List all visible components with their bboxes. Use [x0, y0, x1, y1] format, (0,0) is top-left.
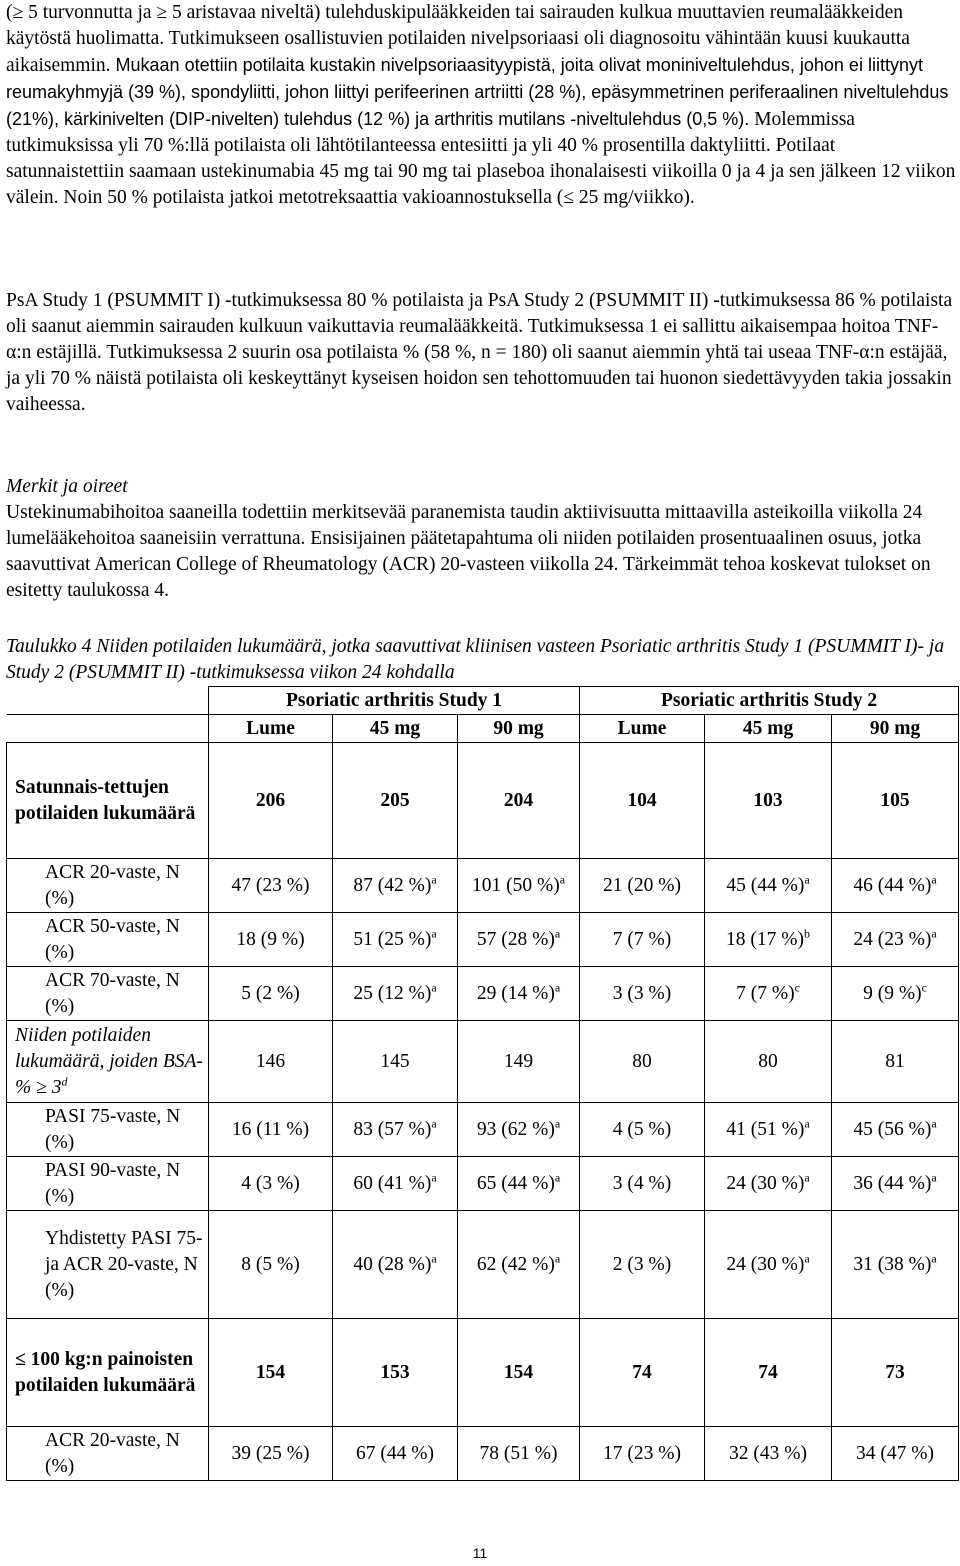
cell-value: 3 (4 %) [612, 1172, 672, 1194]
cell-value: 31 (38 %) [853, 1253, 932, 1275]
footnote-marker: a [804, 1170, 810, 1184]
value-cell [209, 1103, 333, 1157]
row-label [7, 1319, 209, 1427]
cell-value: 101 (50 %) [471, 874, 560, 896]
cell-value: 7 (7 %) [736, 982, 795, 1004]
value-cell [458, 1103, 580, 1157]
intro-text-b: Mukaan otettiin potilaita kustakin nivelpsoriaasityypistä, joita olivat moniniveltulehdus, johon ei liittynyt reumakyhmyjä (39 %), spondyliitti, johon liittyi perifeerinen artriitti (28 %), epäsymmetrinen periferaalinen niveltulehdus (21%), kärkinivelten (DIP-nivelten) tulehdus (12 %) ja arthritis mutilans -niveltulehdus (0,5 %). [6, 55, 949, 129]
value-cell [333, 1021, 458, 1103]
value-cell [333, 1157, 458, 1211]
cell-value: 9 (9 %) [863, 982, 922, 1004]
intro-paragraph [6, 0, 956, 211]
footnote-marker: a [431, 1170, 437, 1184]
value-cell [832, 1157, 959, 1211]
value-cell [580, 913, 705, 967]
cell-value: 4 (3 %) [241, 1172, 300, 1194]
dose-header: 45 mg [705, 715, 832, 743]
study-header-row [7, 687, 959, 715]
cell-value: 65 (44 %) [476, 1172, 555, 1194]
value-cell [832, 743, 959, 859]
footnote-marker: c [794, 980, 800, 994]
cell-value: 45 (56 %) [853, 1118, 932, 1140]
footnote-marker: a [554, 926, 561, 940]
row-label [7, 1427, 209, 1481]
cell-value: 81 [885, 1050, 905, 1072]
value-cell [458, 1427, 580, 1481]
footnote-marker: a [931, 1170, 937, 1184]
value-cell [580, 1211, 705, 1319]
value-cell [209, 967, 333, 1021]
value-cell [705, 1157, 832, 1211]
value-cell [333, 913, 458, 967]
dose-header: 90 mg [832, 715, 959, 743]
footnote-marker: a [804, 872, 810, 886]
value-cell [832, 1211, 959, 1319]
empty-header-cell [7, 687, 209, 715]
value-cell [333, 743, 458, 859]
cell-value: 154 [503, 1361, 534, 1383]
cell-value: 57 (28 %) [476, 928, 555, 950]
row-label-text: Satunnais-tettujen potilaiden lukumäärä [15, 776, 196, 824]
footnote-marker: a [931, 926, 937, 940]
cell-value: 80 [632, 1050, 652, 1072]
value-cell [580, 1103, 705, 1157]
footnote-marker: a [431, 980, 437, 994]
table-row [7, 1021, 959, 1103]
efficacy-paragraph: Ustekinumabihoitoa saaneilla todettiin merkitsevää paranemista taudin aktiivisuutta mittaavilla asteikoilla viikolla 24 lumelääkehoitoa saaneisiin verrattuna. Ensisijainen päätetapahtuma oli niiden potilaiden prosentuaalinen osuus, jotka saavuttivat American College of Rheumatology (ACR) 20-vasteen viikolla 24. Tärkeimmät tehoa koskevat tulokset on esitetty taulukossa 4. [6, 502, 931, 601]
cell-value: 7 (7 %) [612, 928, 672, 950]
value-cell [705, 859, 832, 913]
cell-value: 145 [380, 1050, 410, 1072]
value-cell [705, 913, 832, 967]
cell-value: 149 [503, 1050, 534, 1072]
cell-value: 16 (11 %) [231, 1118, 310, 1140]
table-row [7, 913, 959, 967]
footnote-marker: a [554, 1170, 561, 1184]
row-label-text: ACR 20-vaste, N (%) [45, 861, 180, 909]
table-row [7, 1427, 959, 1481]
cell-value: 47 (23 %) [231, 874, 310, 896]
value-cell [458, 1211, 580, 1319]
cell-value: 73 [885, 1361, 905, 1383]
table-row [7, 1319, 959, 1427]
cell-value: 34 (47 %) [856, 1442, 935, 1464]
row-label-text: PASI 90-vaste, N (%) [45, 1159, 181, 1207]
value-cell [209, 1021, 333, 1103]
footnote-marker: a [554, 1251, 561, 1265]
cell-value: 21 (20 %) [603, 874, 681, 896]
cell-value: 5 (2 %) [241, 982, 300, 1004]
cell-value: 17 (23 %) [603, 1442, 681, 1464]
cell-value: 60 (41 %) [353, 1172, 432, 1194]
cell-value: 24 (23 %) [853, 928, 932, 950]
cell-value: 67 (44 %) [356, 1442, 434, 1464]
value-cell [333, 1103, 458, 1157]
cell-value: 205 [380, 789, 410, 811]
value-cell [458, 1157, 580, 1211]
dose-header: Lume [580, 715, 705, 743]
cell-value: 74 [758, 1361, 778, 1383]
footnote-marker: a [931, 1116, 937, 1130]
value-cell [333, 967, 458, 1021]
footnote-marker: b [804, 926, 810, 940]
value-cell [333, 1427, 458, 1481]
empty-header-cell [7, 715, 209, 743]
footnote-marker: a [431, 872, 437, 886]
cell-value: 29 (14 %) [476, 982, 555, 1004]
value-cell [832, 913, 959, 967]
row-label-text: ≤ 100 kg:n painoisten potilaiden lukumäärä [15, 1348, 196, 1396]
cell-value: 36 (44 %) [853, 1172, 932, 1194]
section-heading: Merkit ja oireet [6, 476, 128, 497]
page-number: 11 [472, 1545, 488, 1561]
cell-value: 204 [503, 789, 534, 811]
row-label [7, 913, 209, 967]
value-cell [458, 913, 580, 967]
footnote-marker: c [921, 980, 927, 994]
value-cell [705, 1427, 832, 1481]
footnote-marker: a [931, 1251, 937, 1265]
value-cell [209, 859, 333, 913]
cell-value: 39 (25 %) [231, 1442, 310, 1464]
value-cell [333, 1319, 458, 1427]
table-caption: Taulukko 4 Niiden potilaiden lukumäärä, jotka saavuttivat kliinisen vasteen Psoriatic arthritis Study 1 (PSUMMIT I)- ja Study 2 (PSUMMIT II) -tutkimuksessa viikon 24 kohdalla [6, 636, 945, 683]
value-cell [209, 1427, 333, 1481]
value-cell [580, 859, 705, 913]
row-label-text: PASI 75-vaste, N (%) [45, 1105, 181, 1153]
row-label [7, 1103, 209, 1157]
cell-value: 25 (12 %) [353, 982, 432, 1004]
cell-value: 8 (5 %) [241, 1253, 300, 1275]
table-row [7, 1157, 959, 1211]
cell-value: 41 (51 %) [726, 1118, 805, 1140]
cell-value: 2 (3 %) [612, 1253, 672, 1275]
cell-value: 87 (42 %) [353, 874, 432, 896]
cell-value: 18 (9 %) [236, 928, 305, 950]
footnote-marker: a [554, 980, 561, 994]
value-cell [580, 1319, 705, 1427]
value-cell [832, 1021, 959, 1103]
footnote-marker: a [431, 1251, 437, 1265]
footnote-marker: a [804, 1116, 810, 1130]
row-label-text: ACR 70-vaste, N (%) [45, 969, 180, 1017]
row-label-text: Yhdistetty PASI 75- ja ACR 20-vaste, N (%) [45, 1227, 203, 1301]
value-cell [705, 743, 832, 859]
cell-value: 206 [255, 789, 286, 811]
row-label [7, 859, 209, 913]
table-row [7, 859, 959, 913]
value-cell [580, 1021, 705, 1103]
intro-text-c: Molemmissa tutkimuksissa yli 70 %:llä potilaista oli lähtötilanteessa entesiitti ja yli 40 % prosentilla daktyliitti. Potilaat satunnaistettiin saamaan ustekinumabia 45 mg tai 90 mg tai plaseboa ihonalaisesti viikoilla 0 ja 4 ja sen jälkeen 12 viikon välein. Noin 50 % potilaista jatkoi metotreksaattia vakioannostuksella (≤ 25 mg/viikko). [6, 109, 956, 208]
cell-value: 24 (30 %) [726, 1253, 805, 1275]
value-cell [580, 1157, 705, 1211]
cell-value: 3 (3 %) [612, 982, 672, 1004]
row-label [7, 967, 209, 1021]
cell-value: 51 (25 %) [353, 928, 432, 950]
prior-treatment-paragraph: PsA Study 1 (PSUMMIT I) -tutkimuksessa 80 % potilaista ja PsA Study 2 (PSUMMIT II) -tutkimuksessa 86 % potilaista oli saanut aiemmin sairauden kulkuun vaikuttavia reumalääkkeitä. Tutkimuksessa 1 ei sallittu aikaisempaa hoitoa TNF-α:n estäjillä. Tutkimuksessa 2 suurin osa potilaista % (58 %, n = 180) oli saanut aiemmin yhtä tai useaa TNF-α:n estäjää, ja yli 70 % näistä potilaista oli keskeyttänyt kyseisen hoidon sen tehottomuuden tai huonon siedettävyyden takia jossakin vaiheessa. [6, 290, 953, 415]
table-row [7, 1211, 959, 1319]
value-cell [458, 743, 580, 859]
footnote-marker: a [431, 1116, 437, 1130]
footnote-marker: a [559, 872, 566, 886]
table-row [7, 743, 959, 859]
value-cell [832, 1103, 959, 1157]
value-cell [832, 967, 959, 1021]
cell-value: 4 (5 %) [612, 1118, 672, 1140]
row-label [7, 1211, 209, 1319]
cell-value: 62 (42 %) [476, 1253, 555, 1275]
row-label [7, 1157, 209, 1211]
value-cell [832, 1427, 959, 1481]
cell-value: 32 (43 %) [729, 1442, 807, 1464]
footnote-marker: d [61, 1074, 68, 1088]
value-cell [705, 1021, 832, 1103]
footnote-marker: a [554, 1116, 561, 1130]
value-cell [209, 1157, 333, 1211]
footnote-marker: a [804, 1251, 810, 1265]
row-label-text: ACR 50-vaste, N (%) [45, 915, 180, 963]
value-cell [333, 1211, 458, 1319]
value-cell [832, 859, 959, 913]
value-cell [705, 1319, 832, 1427]
cell-value: 74 [632, 1361, 652, 1383]
row-label-text: Niiden potilaiden lukumäärä, joiden BSA-% ≥ 3 [15, 1024, 203, 1098]
row-label-text: ACR 20-vaste, N (%) [45, 1429, 180, 1477]
value-cell [458, 859, 580, 913]
value-cell [705, 1103, 832, 1157]
value-cell [705, 967, 832, 1021]
value-cell [705, 1211, 832, 1319]
value-cell [458, 1021, 580, 1103]
dose-header: Lume [209, 715, 333, 743]
cell-value: 78 (51 %) [479, 1442, 558, 1464]
cell-value: 83 (57 %) [353, 1118, 432, 1140]
cell-value: 93 (62 %) [476, 1118, 555, 1140]
value-cell [580, 967, 705, 1021]
value-cell [209, 743, 333, 859]
cell-value: 146 [255, 1050, 286, 1072]
value-cell [458, 967, 580, 1021]
cell-value: 45 (44 %) [726, 874, 805, 896]
value-cell [832, 1319, 959, 1427]
table-row [7, 967, 959, 1021]
study-header: Psoriatic arthritis Study 1 [209, 687, 580, 715]
table-row [7, 1103, 959, 1157]
footnote-marker: a [431, 926, 437, 940]
value-cell [458, 1319, 580, 1427]
value-cell [580, 743, 705, 859]
dose-header: 45 mg [333, 715, 458, 743]
footnote-marker: a [931, 872, 937, 886]
dose-header: 90 mg [458, 715, 580, 743]
value-cell [209, 1211, 333, 1319]
row-label [7, 1021, 209, 1103]
value-cell [333, 859, 458, 913]
cell-value: 105 [880, 789, 910, 811]
cell-value: 18 (17 %) [726, 928, 804, 950]
cell-value: 153 [380, 1361, 410, 1383]
cell-value: 104 [627, 789, 657, 811]
cell-value: 154 [255, 1361, 286, 1383]
value-cell [209, 913, 333, 967]
results-table [6, 686, 959, 1481]
cell-value: 46 (44 %) [853, 874, 932, 896]
dose-header-row [7, 715, 959, 743]
cell-value: 40 (28 %) [353, 1253, 432, 1275]
cell-value: 24 (30 %) [726, 1172, 805, 1194]
study-header: Psoriatic arthritis Study 2 [580, 687, 959, 715]
row-label [7, 743, 209, 859]
intro-text-a: (≥ 5 turvonnutta ja ≥ 5 aristavaa niveltä) tulehduskipulääkkeiden tai sairauden kulkua muuttavien reumalääkkeiden käytöstä huolimatta. Tutkimukseen osallistuvien potilaiden nivelpsoriaasi oli diagnosoitu vähintään kuusi kuukautta aikaisemmin. [6, 2, 910, 76]
cell-value: 80 [758, 1050, 778, 1072]
value-cell [580, 1427, 705, 1481]
value-cell [209, 1319, 333, 1427]
cell-value: 103 [753, 789, 783, 811]
